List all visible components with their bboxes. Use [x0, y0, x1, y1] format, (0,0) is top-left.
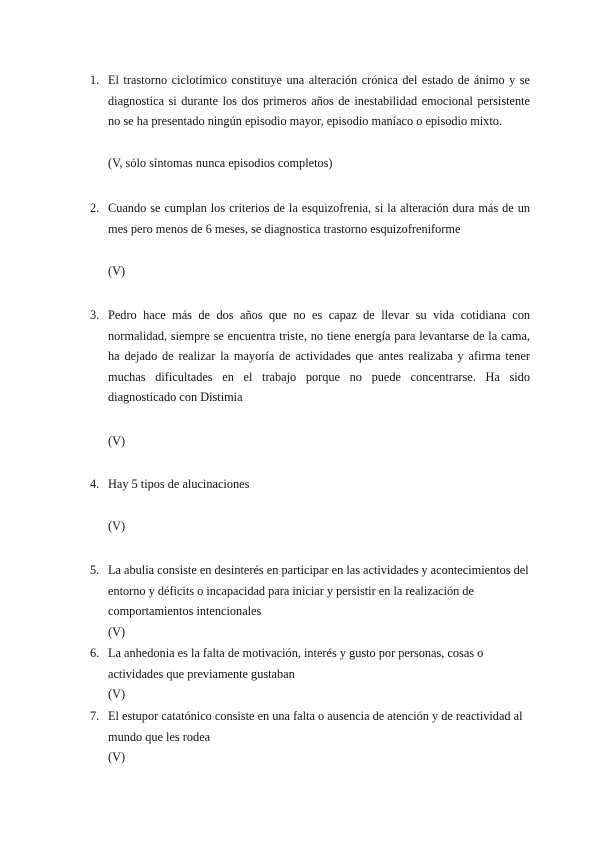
question-5 — [90, 560, 530, 622]
question-6 — [90, 643, 530, 684]
answer-2: (V) — [108, 264, 126, 278]
answer-4: (V) — [108, 519, 126, 533]
question-text: El estupor catatónico consiste en una falta o ausencia de atención y de reactividad al mundo que les rodea — [108, 709, 523, 744]
answer-7: (V) — [108, 750, 126, 764]
answer-3: (V) — [108, 434, 126, 448]
question-1 — [90, 70, 530, 132]
question-text: Pedro hace más de dos años que no es capaz de llevar su vida cotidiana con normalidad, siempre se encuentra triste, no tiene energía para levantarse de la cama, ha dejado de realizar la mayoría de actividades que antes realizaba y afirma tener muchas dificultades en el trabajo porque no puede concentrarse. Ha sido diagnosticado con Distimia — [108, 308, 530, 404]
question-number: 4. — [90, 477, 100, 491]
question-text: Cuando se cumplan los criterios de la esquizofrenia, si la alteración dura más de un mes pero menos de 6 meses, se diagnostica trastorno esquizofreniforme — [108, 201, 530, 236]
answer-5: (V) — [108, 625, 126, 639]
question-text: Hay 5 tipos de alucinaciones — [108, 477, 250, 491]
question-text: El trastorno ciclotímico constituye una alteración crónica del estado de ánimo y se diagnostica si durante los dos primeros años de inestabilidad emocional persistente no se ha presentado ningún episodio mayor, episodio maníaco o episodio mixto. — [108, 73, 530, 128]
answer-6: (V) — [108, 687, 126, 701]
question-text: La abulia consiste en desinterés en participar en las actividades y acontecimientos del entorno y déficits o incapacidad para iniciar y persistir en la realización de comportamientos intencionales — [108, 563, 529, 618]
question-number: 2. — [90, 201, 100, 215]
question-4 — [90, 474, 530, 495]
question-3 — [90, 305, 530, 408]
question-text: La anhedonia es la falta de motivación, interés y gusto por personas, cosas o actividades que previamente gustaban — [108, 646, 484, 681]
answer-1: (V, sólo síntomas nunca episodios completos) — [108, 156, 333, 170]
question-2 — [90, 198, 530, 239]
question-number: 3. — [90, 308, 100, 322]
question-number: 1. — [90, 73, 100, 87]
question-number: 6. — [90, 646, 100, 660]
question-7 — [90, 706, 530, 747]
question-number: 5. — [90, 563, 100, 577]
question-number: 7. — [90, 709, 100, 723]
